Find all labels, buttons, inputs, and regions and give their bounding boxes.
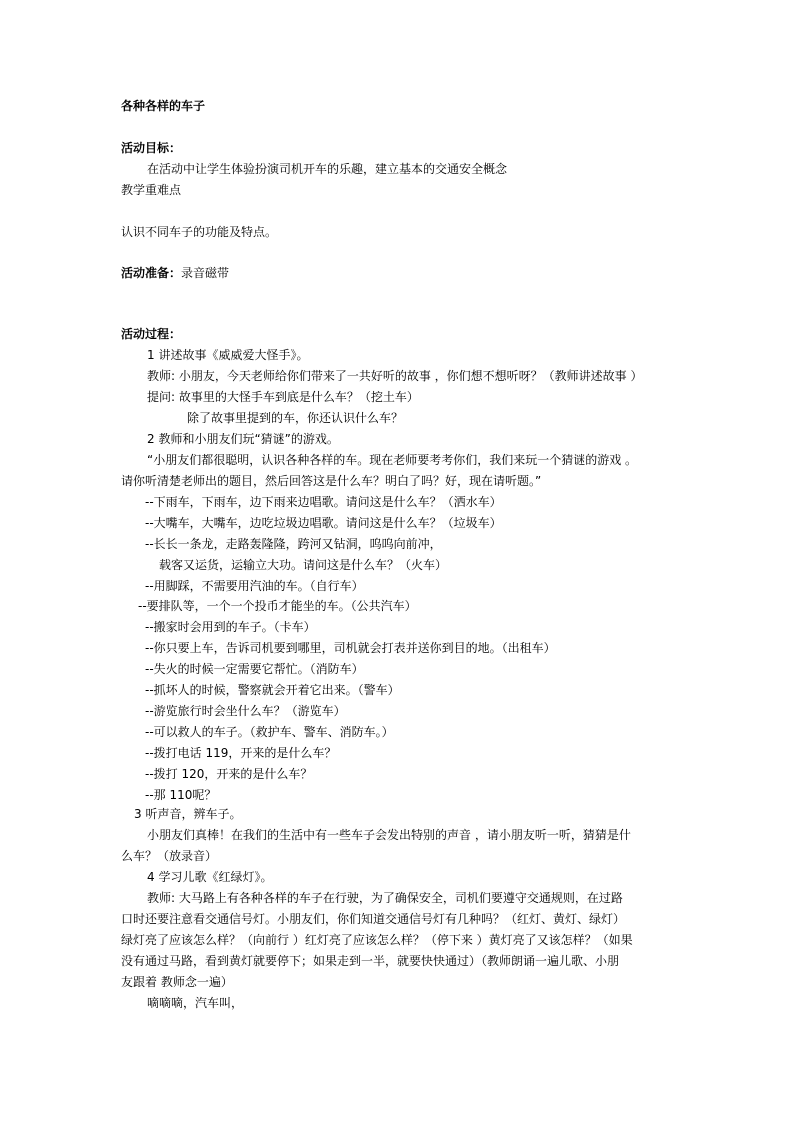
list-item: --用脚踩，不需要用汽油的车。（自行车）	[145, 579, 364, 593]
list-item: --要排队等，一个一个投币才能坐的车。（公共汽车）	[138, 599, 417, 613]
list-item: 口时还要注意看交通信号灯。小朋友们，你们知道交通信号灯有几种吗？（红灯、黄灯、绿灯）	[121, 912, 626, 926]
list-item: --失火的时候一定需要它帮忙。（消防车）	[145, 662, 364, 676]
list-item: 请你听清楚老师出的题目，然后回答这是什么车？明白了吗？好，现在请听题。”	[121, 474, 542, 488]
list-item: 载客又运货，运输立大功。请问这是什么车？（火车）	[159, 558, 448, 572]
list-item: 没有通过马路，看到黄灯就要停下；如果走到一半，就要快快通过）（教师朗诵一遍儿歌、小朋	[121, 954, 620, 968]
list-item: --可以救人的车子。（救护车、警车、消防车。）	[145, 725, 394, 739]
list-item: --那 110呢？	[145, 788, 217, 802]
document-title: 各种各样的车子	[121, 99, 206, 113]
list-item: 1 讲述故事《威威爱大怪手》。	[147, 348, 309, 362]
list-item: 除了故事里提到的车，你还认识什么车？	[187, 411, 404, 425]
goal-text: 在活动中让学生体验扮演司机开车的乐趣，建立基本的交通安全概念	[147, 162, 508, 176]
prep-text: 录音磁带	[181, 266, 230, 280]
list-item: --长长一条龙，走路轰隆隆，跨河又钻洞，呜呜向前冲，	[145, 537, 442, 551]
list-item: “小朋友们都很聪明，认识各种各样的车。现在老师要考考你们，我们来玩一个猜谜的游戏 。	[147, 453, 638, 467]
list-item: --大嘴车，大嘴车，边吃垃圾边唱歌。请问这是什么车？（垃圾车）	[145, 516, 502, 530]
goal-heading: 活动目标：	[121, 141, 182, 155]
list-item: --拨打 120，开来的是什么车？	[145, 767, 313, 781]
list-item: 教师: 小朋友，今天老师给你们带来了一共好听的故事 ，你们想不想听呀？（教师讲述故事 ）	[147, 369, 643, 383]
list-item: 么车？（放录音）	[121, 849, 218, 863]
list-item: 绿灯亮了应该怎么样？（向前行 ）红灯亮了应该怎么样？（停下来 ）黄灯亮了又该怎样？（如果	[121, 933, 633, 947]
list-item: 2 教师和小朋友们玩“猜谜”的游戏。	[147, 432, 339, 446]
process-heading: 活动过程：	[121, 327, 182, 341]
list-item: 友跟着 教师念一遍）	[121, 975, 233, 989]
list-item: --拨打电话 119，开来的是什么车？	[145, 746, 337, 760]
key-points-text: 认识不同车子的功能及特点。	[121, 225, 278, 239]
list-item: --抓坏人的时候，警察就会开着它出来。（警车）	[145, 683, 400, 697]
list-item: --下雨车，下雨车，边下雨来边唱歌。请问这是什么车？（洒水车）	[145, 495, 502, 509]
list-item: 提问: 故事里的大怪手车到底是什么车？（挖土车）	[147, 390, 419, 404]
list-item: 小朋友们真棒！在我们的生活中有一些车子会发出特别的声音 ，请小朋友听一听，猜猜是什	[147, 828, 631, 842]
list-item: 嘀嘀嘀，汽车叫，	[147, 996, 244, 1010]
list-item: --搬家时会用到的车子。（卡车）	[145, 620, 316, 634]
prep-heading: 活动准备：	[121, 266, 182, 280]
list-item: 教师: 大马路上有各种各样的车子在行驶，为了确保安全，司机们要遵守交通规则，在过路	[147, 891, 623, 905]
list-item: --你只要上车，告诉司机要到哪里，司机就会打表并送你到目的地。（出租车）	[145, 641, 556, 655]
prep-line	[121, 265, 229, 281]
list-item: --游览旅行时会坐什么车？（游览车）	[145, 704, 346, 718]
key-points-heading: 教学重难点	[121, 183, 182, 197]
list-item: 3 听声音，辨车子。	[134, 807, 242, 821]
list-item: 4 学习儿歌《红绿灯》。	[147, 870, 273, 884]
